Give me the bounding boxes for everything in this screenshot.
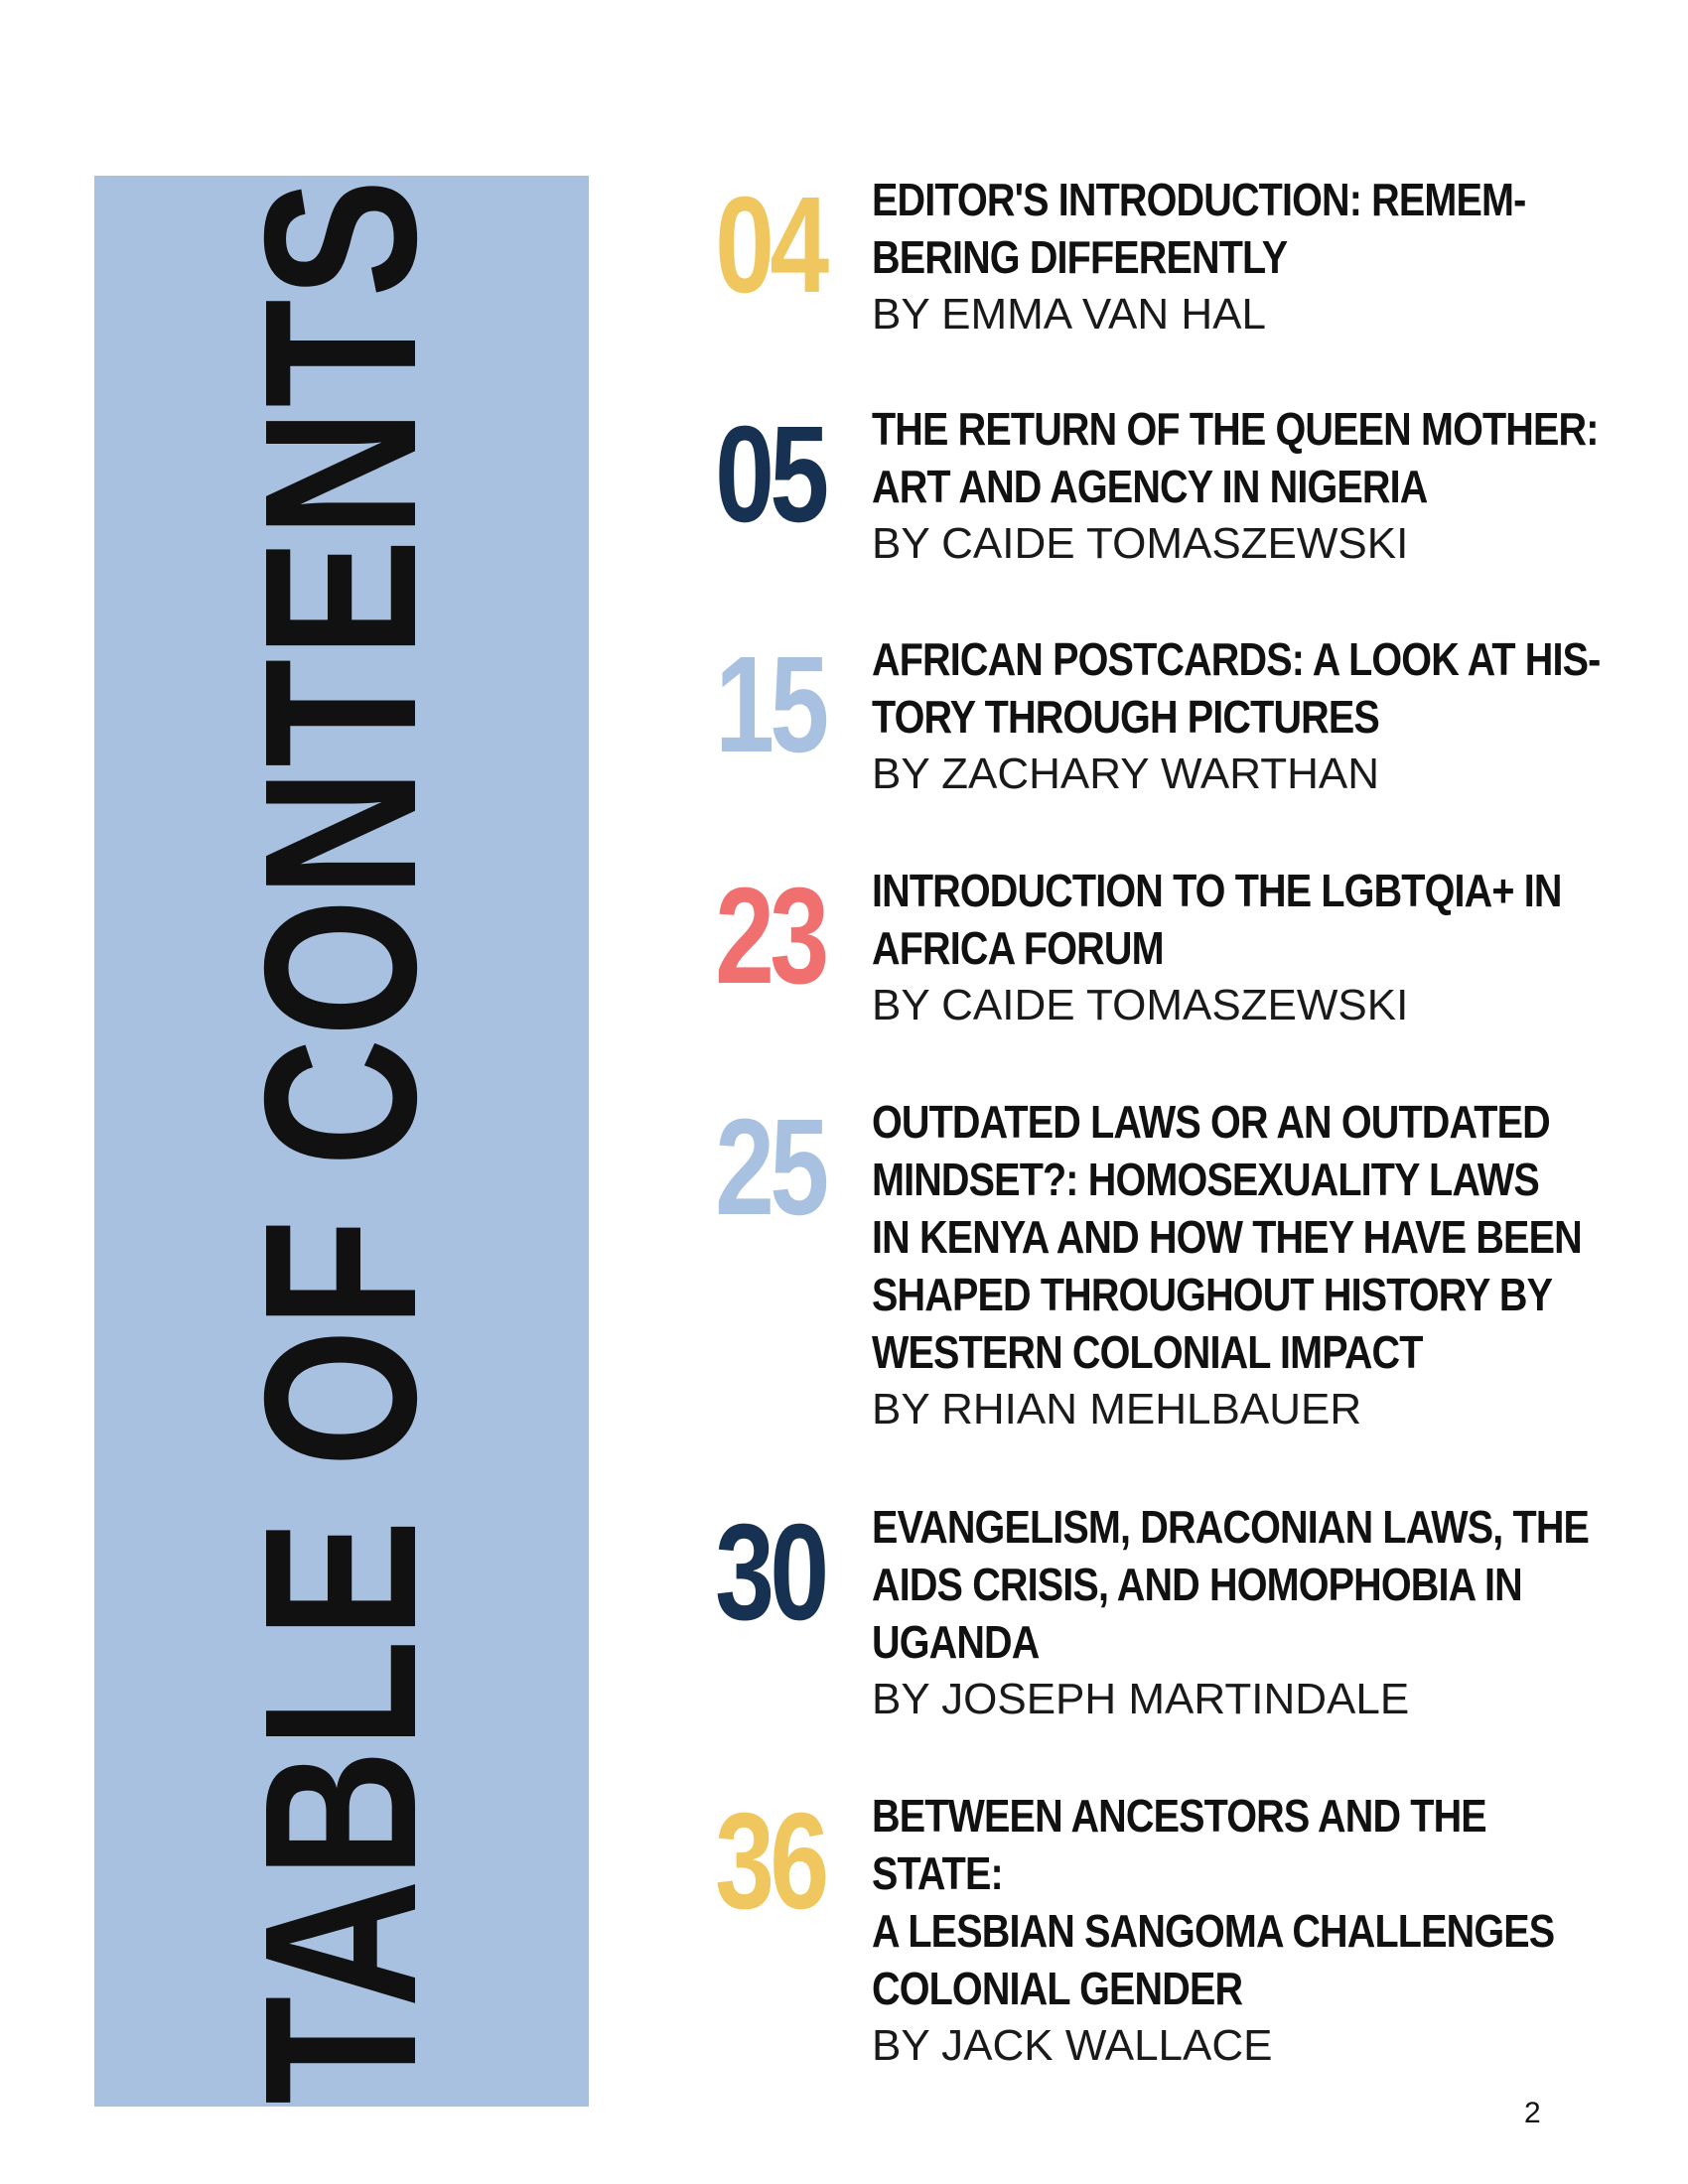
toc-entry-title[interactable] [872,1093,1605,1381]
toc-entry-author: BY JACK WALLACE [872,2021,1273,2070]
page-number-23: 23 [714,860,824,1013]
toc-entry-text [872,171,1607,343]
toc-entry-text [872,630,1607,803]
title-line: TORY THROUGH PICTURES [872,691,1379,743]
title-line: MINDSET?: HOMOSEXUALITY LAWS [872,1154,1539,1205]
title-line: BETWEEN ANCESTORS AND THE STATE: [872,1790,1486,1899]
page-number-25: 25 [714,1091,824,1244]
toc-entry-text [872,1093,1607,1438]
title-line: COLONIAL GENDER [872,1963,1243,2014]
page-number-05: 05 [714,398,824,551]
page-number-04: 04 [714,169,824,322]
title-line: SHAPED THROUGHOUT HISTORY BY [872,1269,1553,1320]
title-line: A LESBIAN SANGOMA CHALLENGES [872,1905,1555,1957]
toc-entry-15[interactable] [655,630,1609,799]
toc-entry-text [872,862,1607,1034]
page-title [220,177,462,2105]
page-number-30: 30 [714,1496,824,1649]
toc-entry-text [872,1498,1607,1728]
title-line: ART AND AGENCY IN NIGERIA [872,461,1428,512]
toc-entry-25[interactable] [655,1093,1609,1440]
toc-entry-title[interactable] [872,400,1605,515]
toc-entry-author: BY JOSEPH MARTINDALE [872,1675,1410,1723]
toc-entry-page-number [655,860,824,1013]
toc-entry-page-number [655,1785,824,1938]
title-line: WESTERN COLONIAL IMPACT [872,1326,1423,1378]
toc-entry-author: BY CAIDE TOMASZEWSKI [872,981,1409,1029]
toc-entry-page-number [655,1496,824,1649]
title-line: INTRODUCTION TO THE LGBTQIA+ IN [872,865,1562,916]
toc-entry-author: BY ZACHARY WARTHAN [872,750,1380,798]
title-line: EDITOR'S INTRODUCTION: REMEM- [872,174,1526,225]
toc-entry-04[interactable] [655,171,1609,340]
toc-entry-author: BY EMMA VAN HAL [872,290,1266,339]
toc-entry-page-number [655,1091,824,1244]
page-title-text: TABLE OF CONTENTS [220,177,462,2105]
toc-entry-title[interactable] [872,630,1605,746]
toc-entry-30[interactable] [655,1498,1609,1726]
toc-entry-page-number [655,398,824,551]
toc-entry-title[interactable] [872,1498,1605,1671]
page-number-15: 15 [714,628,824,781]
title-line: BERING DIFFERENTLY [872,231,1288,283]
title-line: THE RETURN OF THE QUEEN MOTHER: [872,403,1599,455]
toc-entry-text [872,400,1607,573]
toc-entry-05[interactable] [655,400,1609,569]
toc-entry-text [872,1787,1607,2075]
page-number-36: 36 [714,1785,824,1938]
toc-entry-title[interactable] [872,1787,1605,2017]
title-line: AFRICAN POSTCARDS: A LOOK AT HIS- [872,633,1601,685]
title-line: EVANGELISM, DRACONIAN LAWS, THE [872,1501,1590,1553]
toc-entry-page-number [655,169,824,322]
toc-entry-title[interactable] [872,862,1605,977]
page-number: 2 [1524,2097,1541,2129]
title-line: AIDS CRISIS, AND HOMOPHOBIA IN [872,1559,1522,1610]
title-line: AFRICA FORUM [872,922,1164,974]
title-line: OUTDATED LAWS OR AN OUTDATED [872,1096,1550,1148]
toc-entry-36[interactable] [655,1785,1609,2070]
title-line: UGANDA [872,1616,1040,1668]
toc-entry-title[interactable] [872,171,1605,286]
toc-entry-author: BY CAIDE TOMASZEWSKI [872,519,1409,568]
toc-entry-author: BY RHIAN MEHLBAUER [872,1385,1362,1433]
title-line: IN KENYA AND HOW THEY HAVE BEEN [872,1211,1582,1263]
toc-entry-page-number [655,628,824,781]
toc-entry-23[interactable] [655,862,1609,1030]
